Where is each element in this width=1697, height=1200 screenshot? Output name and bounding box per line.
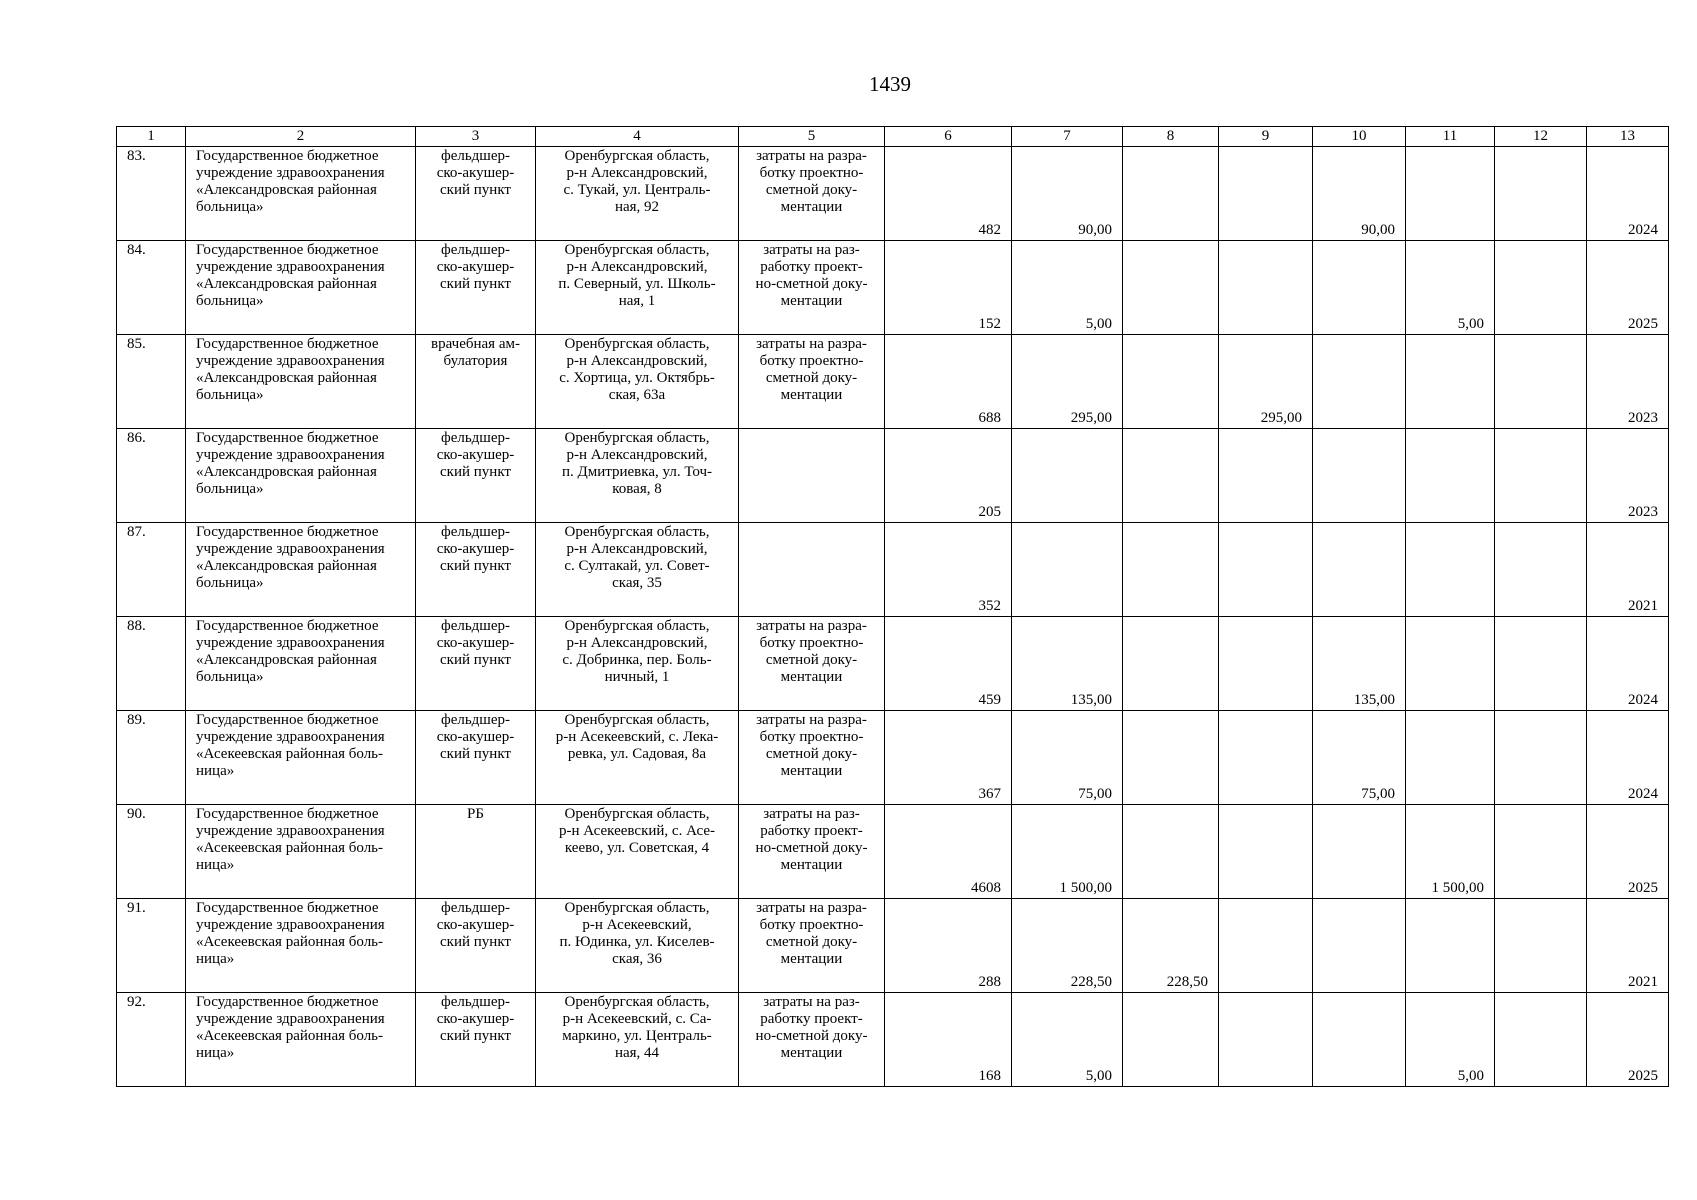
column-header: 1 (117, 127, 186, 147)
cell-col-8 (1123, 523, 1219, 617)
cell-col-10: 90,00 (1313, 147, 1406, 241)
cell-col-7: 295,00 (1012, 335, 1123, 429)
column-header: 6 (885, 127, 1012, 147)
facility-address: Оренбургская область, р-н Александровский, с. Тукай, ул. Централь- ная, 92 (536, 147, 739, 241)
cost-description: затраты на раз- работку проект- но-сметной доку- ментации (739, 993, 885, 1087)
cell-col-10 (1313, 899, 1406, 993)
facility-address: Оренбургская область, р-н Александровский, п. Северный, ул. Школь- ная, 1 (536, 241, 739, 335)
cell-col-8 (1123, 335, 1219, 429)
cell-col-6: 482 (885, 147, 1012, 241)
table-row (117, 617, 1669, 711)
facility-type: фельдшер- ско-акушер- ский пункт (416, 899, 536, 993)
cell-col-10 (1313, 429, 1406, 523)
cell-col-9 (1219, 429, 1313, 523)
organization-name: Государственное бюджетное учреждение здравоохранения «Асекеевская районная боль- ница» (186, 711, 416, 805)
cell-col-6: 288 (885, 899, 1012, 993)
cost-description (739, 523, 885, 617)
cell-col-6: 367 (885, 711, 1012, 805)
table-body (117, 147, 1669, 1087)
cell-col-13: 2021 (1587, 523, 1669, 617)
cell-col-12 (1495, 805, 1587, 899)
cell-col-6: 688 (885, 335, 1012, 429)
cell-col-12 (1495, 523, 1587, 617)
cell-col-13: 2023 (1587, 429, 1669, 523)
cell-col-11 (1406, 711, 1495, 805)
cell-col-6: 4608 (885, 805, 1012, 899)
cell-col-11 (1406, 899, 1495, 993)
facility-type: фельдшер- ско-акушер- ский пункт (416, 617, 536, 711)
page-number: 1439 (869, 72, 911, 96)
cell-col-8 (1123, 805, 1219, 899)
cell-col-13: 2024 (1587, 711, 1669, 805)
cell-col-9 (1219, 899, 1313, 993)
cell-col-7: 135,00 (1012, 617, 1123, 711)
facility-address: Оренбургская область, р-н Александровский, с. Хортица, ул. Октябрь- ская, 63а (536, 335, 739, 429)
cell-col-9 (1219, 241, 1313, 335)
cost-description: затраты на разра- ботку проектно- сметной доку- ментации (739, 711, 885, 805)
cell-col-9 (1219, 711, 1313, 805)
cell-col-7: 5,00 (1012, 993, 1123, 1087)
row-number: 84. (117, 241, 186, 335)
cell-col-9 (1219, 993, 1313, 1087)
cell-col-12 (1495, 617, 1587, 711)
cell-col-10 (1313, 993, 1406, 1087)
column-header: 2 (186, 127, 416, 147)
cell-col-7: 1 500,00 (1012, 805, 1123, 899)
cell-col-13: 2025 (1587, 241, 1669, 335)
cell-col-8 (1123, 429, 1219, 523)
column-header: 4 (536, 127, 739, 147)
table-row (117, 241, 1669, 335)
cell-col-11: 5,00 (1406, 241, 1495, 335)
organization-name: Государственное бюджетное учреждение здравоохранения «Асекеевская районная боль- ница» (186, 899, 416, 993)
cell-col-6: 205 (885, 429, 1012, 523)
row-number: 88. (117, 617, 186, 711)
data-table (116, 126, 1669, 1087)
cell-col-11 (1406, 147, 1495, 241)
cell-col-13: 2025 (1587, 993, 1669, 1087)
cell-col-13: 2025 (1587, 805, 1669, 899)
column-header: 5 (739, 127, 885, 147)
cost-description: затраты на разра- ботку проектно- сметной доку- ментации (739, 617, 885, 711)
cell-col-8 (1123, 617, 1219, 711)
cell-col-11 (1406, 617, 1495, 711)
row-number: 92. (117, 993, 186, 1087)
column-header: 12 (1495, 127, 1587, 147)
cell-col-11 (1406, 429, 1495, 523)
cell-col-8: 228,50 (1123, 899, 1219, 993)
cell-col-12 (1495, 147, 1587, 241)
cell-col-7: 90,00 (1012, 147, 1123, 241)
cell-col-7: 75,00 (1012, 711, 1123, 805)
row-number: 87. (117, 523, 186, 617)
cell-col-12 (1495, 711, 1587, 805)
cell-col-12 (1495, 241, 1587, 335)
column-header: 8 (1123, 127, 1219, 147)
cost-description: затраты на раз- работку проект- но-сметной доку- ментации (739, 241, 885, 335)
cell-col-10: 135,00 (1313, 617, 1406, 711)
cell-col-13: 2024 (1587, 147, 1669, 241)
cell-col-13: 2024 (1587, 617, 1669, 711)
organization-name: Государственное бюджетное учреждение здравоохранения «Асекеевская районная боль- ница» (186, 993, 416, 1087)
cost-description: затраты на разра- ботку проектно- сметной доку- ментации (739, 899, 885, 993)
cell-col-10: 75,00 (1313, 711, 1406, 805)
facility-address: Оренбургская область, р-н Александровский, с. Добринка, пер. Боль- ничный, 1 (536, 617, 739, 711)
facility-address: Оренбургская область, р-н Александровский, с. Султакай, ул. Совет- ская, 35 (536, 523, 739, 617)
cell-col-6: 168 (885, 993, 1012, 1087)
cell-col-10 (1313, 335, 1406, 429)
facility-address: Оренбургская область, р-н Асекеевский, с. Асе- кеево, ул. Советская, 4 (536, 805, 739, 899)
cell-col-6: 352 (885, 523, 1012, 617)
cell-col-10 (1313, 241, 1406, 335)
column-header: 7 (1012, 127, 1123, 147)
facility-type: фельдшер- ско-акушер- ский пункт (416, 241, 536, 335)
facility-type: фельдшер- ско-акушер- ский пункт (416, 993, 536, 1087)
table-row (117, 711, 1669, 805)
cell-col-8 (1123, 711, 1219, 805)
cell-col-7 (1012, 429, 1123, 523)
cell-col-11 (1406, 335, 1495, 429)
facility-type: РБ (416, 805, 536, 899)
table-row (117, 429, 1669, 523)
cell-col-12 (1495, 993, 1587, 1087)
row-number: 90. (117, 805, 186, 899)
cell-col-8 (1123, 241, 1219, 335)
cell-col-7 (1012, 523, 1123, 617)
table-row (117, 147, 1669, 241)
cell-col-11 (1406, 523, 1495, 617)
facility-address: Оренбургская область, р-н Асекеевский, п. Юдинка, ул. Киселев- ская, 36 (536, 899, 739, 993)
column-header: 9 (1219, 127, 1313, 147)
cell-col-7: 5,00 (1012, 241, 1123, 335)
column-header: 3 (416, 127, 536, 147)
organization-name: Государственное бюджетное учреждение здравоохранения «Александровская районная больница» (186, 523, 416, 617)
row-number: 85. (117, 335, 186, 429)
row-number: 83. (117, 147, 186, 241)
facility-type: врачебная ам- булатория (416, 335, 536, 429)
table-row (117, 805, 1669, 899)
column-header: 10 (1313, 127, 1406, 147)
row-number: 91. (117, 899, 186, 993)
facility-address: Оренбургская область, р-н Асекеевский, с. Са- маркино, ул. Централь- ная, 44 (536, 993, 739, 1087)
table-row (117, 899, 1669, 993)
row-number: 89. (117, 711, 186, 805)
cell-col-12 (1495, 429, 1587, 523)
facility-type: фельдшер- ско-акушер- ский пункт (416, 523, 536, 617)
cost-description: затраты на разра- ботку проектно- сметной доку- ментации (739, 147, 885, 241)
organization-name: Государственное бюджетное учреждение здравоохранения «Александровская районная больница» (186, 147, 416, 241)
organization-name: Государственное бюджетное учреждение здравоохранения «Александровская районная больница» (186, 335, 416, 429)
facility-address: Оренбургская область, р-н Александровский, п. Дмитриевка, ул. Точ- ковая, 8 (536, 429, 739, 523)
cost-description: затраты на разра- ботку проектно- сметной доку- ментации (739, 335, 885, 429)
table-row (117, 993, 1669, 1087)
cell-col-9 (1219, 523, 1313, 617)
facility-address: Оренбургская область, р-н Асекеевский, с. Лека- ревка, ул. Садовая, 8а (536, 711, 739, 805)
cell-col-9: 295,00 (1219, 335, 1313, 429)
cell-col-12 (1495, 899, 1587, 993)
cell-col-11: 1 500,00 (1406, 805, 1495, 899)
row-number: 86. (117, 429, 186, 523)
column-header: 11 (1406, 127, 1495, 147)
cell-col-13: 2021 (1587, 899, 1669, 993)
cell-col-10 (1313, 523, 1406, 617)
organization-name: Государственное бюджетное учреждение здравоохранения «Александровская районная больница» (186, 617, 416, 711)
cell-col-11: 5,00 (1406, 993, 1495, 1087)
organization-name: Государственное бюджетное учреждение здравоохранения «Александровская районная больница» (186, 241, 416, 335)
cell-col-9 (1219, 617, 1313, 711)
organization-name: Государственное бюджетное учреждение здравоохранения «Александровская районная больница» (186, 429, 416, 523)
header-row (117, 127, 1669, 147)
facility-type: фельдшер- ско-акушер- ский пункт (416, 711, 536, 805)
organization-name: Государственное бюджетное учреждение здравоохранения «Асекеевская районная боль- ница» (186, 805, 416, 899)
facility-type: фельдшер- ско-акушер- ский пункт (416, 429, 536, 523)
column-header: 13 (1587, 127, 1669, 147)
cell-col-8 (1123, 993, 1219, 1087)
cell-col-9 (1219, 147, 1313, 241)
cost-description: затраты на раз- работку проект- но-сметной доку- ментации (739, 805, 885, 899)
cell-col-13: 2023 (1587, 335, 1669, 429)
cell-col-9 (1219, 805, 1313, 899)
table-row (117, 335, 1669, 429)
cell-col-8 (1123, 147, 1219, 241)
cost-description (739, 429, 885, 523)
cell-col-6: 459 (885, 617, 1012, 711)
cell-col-6: 152 (885, 241, 1012, 335)
cell-col-7: 228,50 (1012, 899, 1123, 993)
table-row (117, 523, 1669, 617)
cell-col-10 (1313, 805, 1406, 899)
cell-col-12 (1495, 335, 1587, 429)
facility-type: фельдшер- ско-акушер- ский пункт (416, 147, 536, 241)
